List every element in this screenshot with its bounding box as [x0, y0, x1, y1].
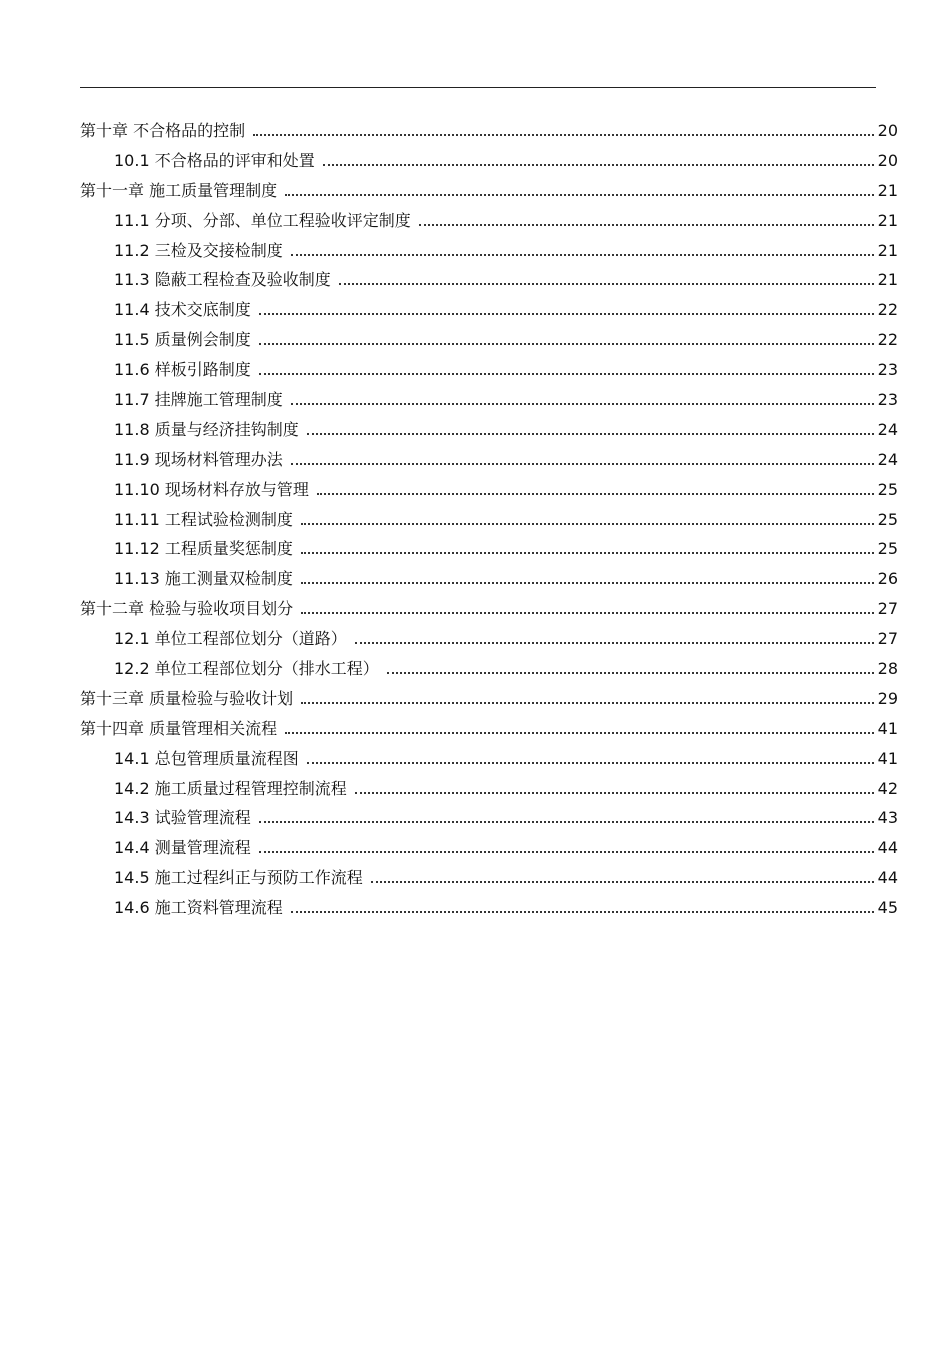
toc-entry-title: 11.10 现场材料存放与管理 [114, 479, 309, 499]
toc-entry-title: 第十二章 检验与验收项目划分 [80, 599, 294, 619]
dot-leader [259, 851, 874, 853]
toc-entry-page: 41 [877, 718, 898, 738]
toc-entry-page: 27 [877, 629, 898, 649]
dot-leader [291, 911, 874, 913]
dot-leader [307, 762, 874, 764]
toc-entry[interactable] [80, 505, 898, 535]
toc-entry-title: 11.5 质量例会制度 [114, 330, 251, 350]
toc-entry[interactable] [80, 534, 898, 564]
toc-entry-page: 41 [877, 748, 898, 768]
dot-leader [339, 283, 874, 285]
dot-leader [253, 134, 874, 136]
table-of-contents [80, 116, 898, 923]
toc-entry-title: 第十一章 施工质量管理制度 [80, 180, 278, 200]
dot-leader [323, 164, 874, 166]
toc-entry-page: 21 [877, 240, 898, 260]
toc-entry[interactable] [80, 893, 898, 923]
toc-entry[interactable] [80, 654, 898, 684]
toc-entry[interactable] [80, 176, 898, 206]
toc-entry-title: 11.7 挂牌施工管理制度 [114, 390, 283, 410]
toc-entry[interactable] [80, 624, 898, 654]
toc-entry[interactable] [80, 594, 898, 624]
toc-entry[interactable] [80, 863, 898, 893]
toc-entry-page: 25 [877, 509, 898, 529]
toc-entry-title: 14.2 施工质量过程管理控制流程 [114, 778, 347, 798]
dot-leader [259, 343, 874, 345]
dot-leader [259, 313, 874, 315]
toc-entry-title: 第十章 不合格品的控制 [80, 121, 246, 140]
toc-entry-page: 23 [877, 360, 898, 380]
dot-leader [307, 433, 874, 435]
dot-leader [355, 792, 874, 794]
toc-entry-page: 44 [877, 838, 898, 858]
dot-leader [301, 612, 874, 614]
toc-entry-title: 11.6 样板引路制度 [114, 360, 251, 380]
toc-entry-title: 11.11 工程试验检测制度 [114, 509, 293, 529]
dot-leader [291, 463, 874, 465]
dot-leader [301, 702, 874, 704]
toc-entry-page: 45 [877, 898, 898, 918]
toc-entry[interactable] [80, 265, 898, 295]
toc-entry[interactable] [80, 714, 898, 744]
dot-leader [419, 224, 874, 226]
toc-entry-title: 11.1 分项、分部、单位工程验收评定制度 [114, 210, 411, 230]
dot-leader [301, 582, 874, 584]
toc-entry[interactable] [80, 206, 898, 236]
toc-entry[interactable] [80, 116, 898, 146]
toc-entry-title: 11.9 现场材料管理办法 [114, 449, 283, 469]
toc-entry-title: 14.1 总包管理质量流程图 [114, 748, 299, 768]
toc-entry-title: 11.8 质量与经济挂钩制度 [114, 419, 299, 439]
toc-entry-page: 25 [877, 539, 898, 559]
toc-entry[interactable] [80, 325, 898, 355]
toc-entry-page: 27 [877, 599, 898, 619]
toc-entry-title: 11.13 施工测量双检制度 [114, 569, 293, 589]
toc-entry-title: 11.4 技术交底制度 [114, 300, 251, 320]
toc-entry[interactable] [80, 475, 898, 505]
dot-leader [285, 194, 874, 196]
toc-entry-page: 24 [877, 449, 898, 469]
toc-entry[interactable] [80, 236, 898, 266]
toc-entry-page: 23 [877, 390, 898, 410]
toc-entry[interactable] [80, 355, 898, 385]
toc-entry[interactable] [80, 744, 898, 774]
dot-leader [317, 493, 874, 495]
dot-leader [387, 672, 874, 674]
toc-entry-title: 12.1 单位工程部位划分（道路） [114, 629, 347, 649]
dot-leader [371, 881, 874, 883]
toc-entry-page: 22 [877, 300, 898, 320]
dot-leader [301, 523, 874, 525]
toc-entry[interactable] [80, 833, 898, 863]
toc-entry-page: 24 [877, 419, 898, 439]
dot-leader [301, 552, 874, 554]
toc-entry-page: 20 [877, 121, 898, 140]
toc-entry[interactable] [80, 295, 898, 325]
toc-entry-page: 21 [877, 270, 898, 290]
toc-entry-title: 14.4 测量管理流程 [114, 838, 251, 858]
toc-entry-page: 26 [877, 569, 898, 589]
dot-leader [259, 373, 874, 375]
toc-entry[interactable] [80, 684, 898, 714]
toc-entry[interactable] [80, 445, 898, 475]
dot-leader [291, 254, 874, 256]
header-rule [80, 87, 876, 88]
toc-entry[interactable] [80, 146, 898, 176]
toc-entry-page: 25 [877, 479, 898, 499]
toc-entry-title: 第十四章 质量管理相关流程 [80, 718, 278, 738]
toc-entry-title: 12.2 单位工程部位划分（排水工程） [114, 659, 379, 679]
dot-leader [355, 642, 874, 644]
toc-entry[interactable] [80, 774, 898, 804]
toc-entry-page: 42 [877, 778, 898, 798]
toc-entry-page: 28 [877, 659, 898, 679]
dot-leader [291, 403, 874, 405]
toc-entry[interactable] [80, 385, 898, 415]
toc-entry-page: 20 [877, 150, 898, 170]
toc-entry[interactable] [80, 415, 898, 445]
dot-leader [285, 732, 874, 734]
toc-entry-page: 21 [877, 180, 898, 200]
toc-entry[interactable] [80, 803, 898, 833]
toc-entry[interactable] [80, 564, 898, 594]
toc-entry-page: 21 [877, 210, 898, 230]
toc-entry-title: 14.5 施工过程纠正与预防工作流程 [114, 868, 363, 888]
toc-entry-title: 11.2 三检及交接检制度 [114, 240, 283, 260]
toc-entry-page: 43 [877, 808, 898, 828]
toc-entry-title: 14.6 施工资料管理流程 [114, 898, 283, 918]
toc-entry-title: 11.12 工程质量奖惩制度 [114, 539, 293, 559]
toc-entry-title: 第十三章 质量检验与验收计划 [80, 688, 294, 708]
toc-entry-title: 10.1 不合格品的评审和处置 [114, 150, 315, 170]
dot-leader [259, 821, 874, 823]
toc-entry-title: 11.3 隐蔽工程检查及验收制度 [114, 270, 331, 290]
toc-entry-title: 14.3 试验管理流程 [114, 808, 251, 828]
toc-entry-page: 44 [877, 868, 898, 888]
toc-entry-page: 22 [877, 330, 898, 350]
toc-entry-page: 29 [877, 688, 898, 708]
